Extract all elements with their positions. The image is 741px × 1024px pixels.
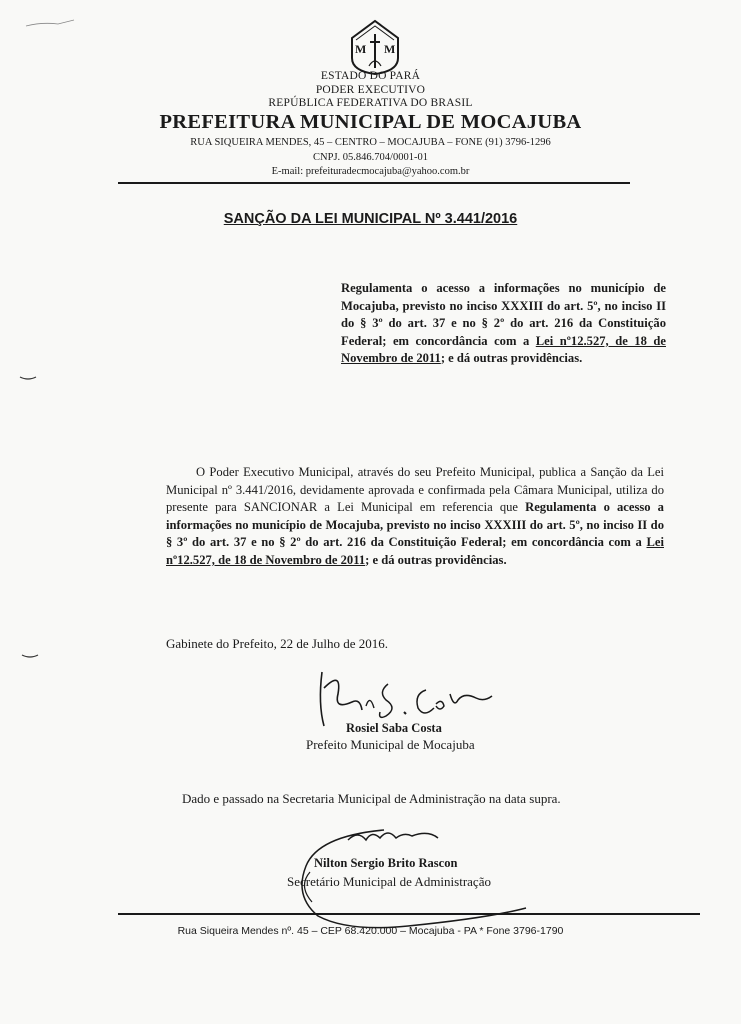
place-date: Gabinete do Prefeito, 22 de Julho de 2016. xyxy=(166,636,389,651)
header-power: PODER EXECUTIVO xyxy=(315,84,426,96)
header-republic: REPÚBLICA FEDERATIVA DO BRASIL xyxy=(268,97,473,109)
header-divider xyxy=(118,182,630,184)
body-paragraph xyxy=(166,464,664,570)
law-summary xyxy=(341,280,666,368)
closing-statement: Dado e passado na Secretaria Municipal de Administração na data supra. xyxy=(182,791,561,806)
header-email: E-mail: prefeituradecmocajuba@yahoo.com.br xyxy=(271,166,470,177)
header-address: RUA SIQUEIRA MENDES, 45 – CENTRO – MOCAJUBA – FONE (91) 3796-1296 xyxy=(190,137,551,148)
municipal-crest-icon xyxy=(347,18,403,76)
summary-end: ; e dá outras providências. xyxy=(440,351,583,366)
scan-mark xyxy=(20,651,40,661)
signatory1-name: Rosiel Saba Costa xyxy=(346,721,442,735)
footer-address: Rua Siqueira Mendes nº. 45 – CEP 68.420.000 – Mocajuba - PA * Fone 3796-1790 xyxy=(177,925,564,937)
footer-divider xyxy=(118,913,700,915)
signatory2-name: Nilton Sergio Brito Rascon xyxy=(314,856,458,870)
body-bold-text: Regulamenta o acesso a informações no município de Mocajuba, previsto no inciso XXXIII do art. 5º, no inciso II do § 3º do art. 37 e no § 2º do art. 216 da Constituição Federal; em concordância com a xyxy=(166,500,664,550)
body-end: ; e dá outras providências. xyxy=(365,552,507,567)
document-title: SANÇÃO DA LEI MUNICIPAL Nº 3.441/2016 xyxy=(223,211,518,227)
svg-text:M: M xyxy=(355,42,367,56)
scan-mark xyxy=(18,373,38,383)
summary-law-reference: Lei nº12.527, de 18 de Novembro de 2011 xyxy=(341,333,666,366)
signatory2-role: Secretário Municipal de Administração xyxy=(287,874,491,889)
body-intro: O Poder Executivo Municipal, através do seu Prefeito Municipal, publica a Sanção da Lei Municipal nº 3.441/2016, devidamente aprovada e confirmada pela Câmara Municipal, utiliza do presente para SANCIONAR a Lei Municipal em referencia que xyxy=(166,465,664,515)
scan-mark xyxy=(22,16,82,32)
header-state: ESTADO DO PARÁ xyxy=(320,70,421,82)
signatory1-role: Prefeito Municipal de Mocajuba xyxy=(306,737,475,752)
header-cnpj: CNPJ. 05.846.704/0001-01 xyxy=(313,152,428,163)
svg-text:M: M xyxy=(384,42,396,56)
header-municipality: PREFEITURA MUNICIPAL DE MOCAJUBA xyxy=(159,111,582,133)
body-law-reference: Lei nº12.527, de 18 de Novembro de 2011 xyxy=(166,535,664,567)
summary-text: Regulamenta o acesso a informações no município de Mocajuba, previsto no inciso XXXIII do art. 5º, no inciso II do § 3º do art. 37 e no § 2º do art. 216 da Constituição Federal; em concordância com a xyxy=(341,281,666,348)
